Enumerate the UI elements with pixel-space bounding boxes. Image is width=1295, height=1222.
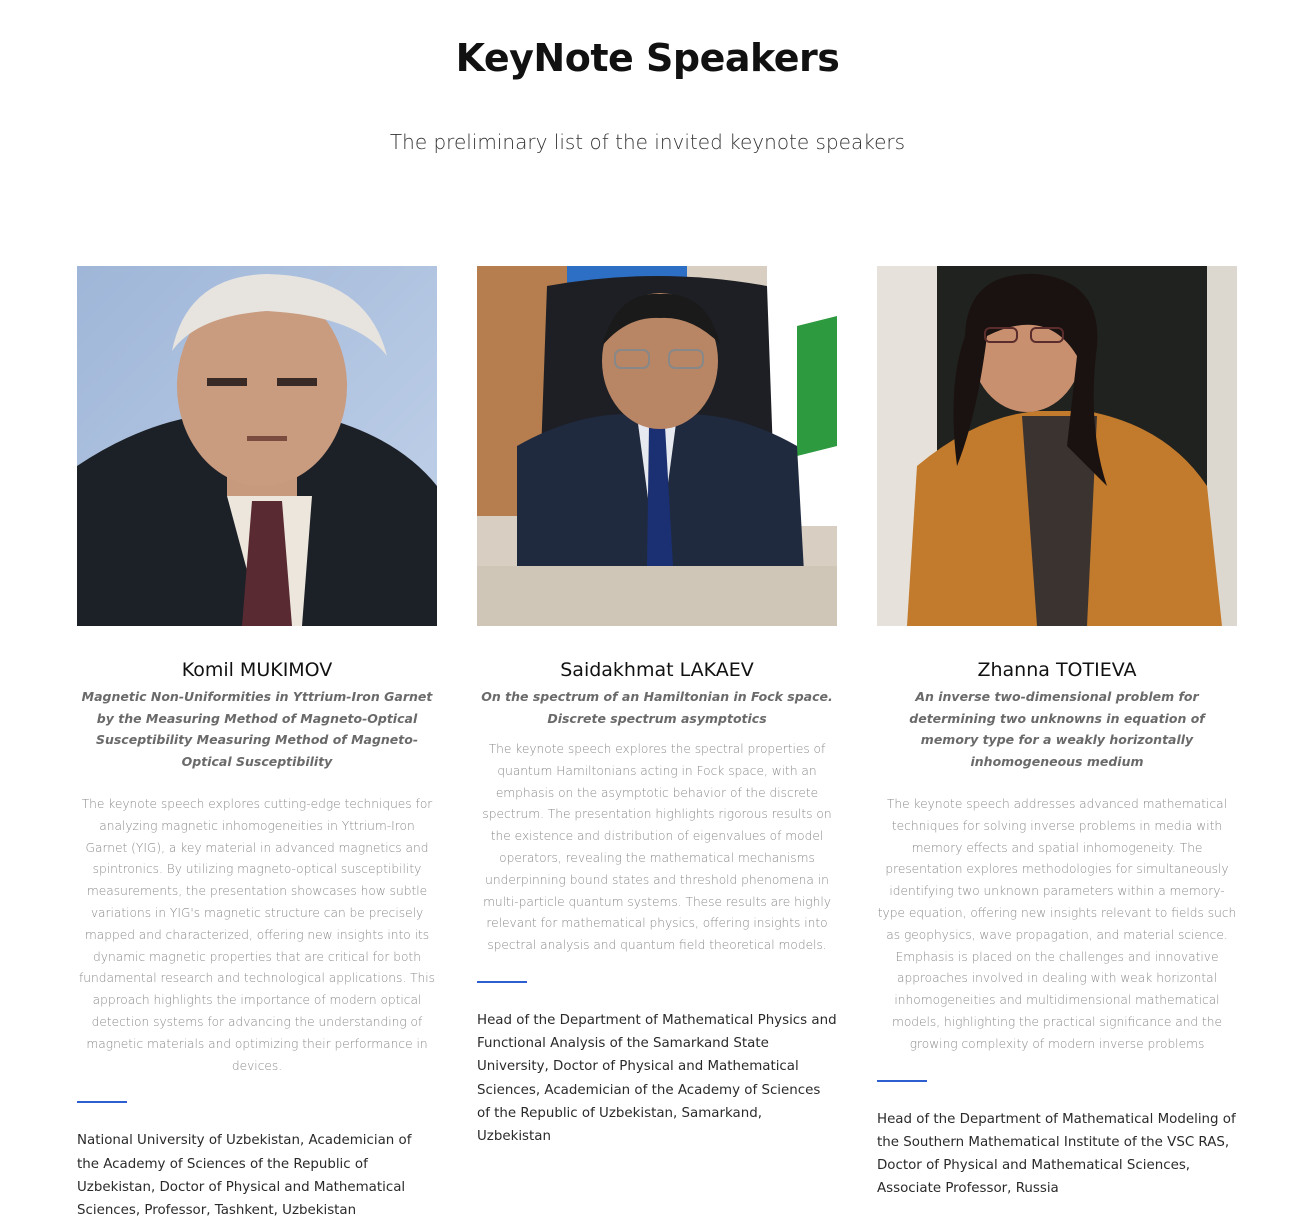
- speaker-name: Zhanna TOTIEVA: [977, 659, 1137, 681]
- accent-divider: [77, 1101, 127, 1103]
- talk-abstract: The keynote speech explores cutting-edge techniques for analyzing magnetic inhomogeneities in Yttrium-Iron Garnet (YIG), a key material in advanced magnetics and spintronics. By utilizing magneto-optical susceptibility measurements, the presentation showcases how subtle variations in YIG's magnetic structure can be precisely mapped and characterized, offering new insights into its dynamic magnetic properties that are critical for both fundamental research and technological applications. This approach highlights the importance of modern optical detection systems for advancing the understanding of magnetic materials and optimizing their performance in devices.: [78, 797, 436, 1073]
- page-title: KeyNote Speakers: [455, 36, 840, 80]
- speaker-card: [77, 266, 437, 1222]
- speaker-photo: [77, 266, 437, 626]
- speaker-affiliation: Head of the Department of Mathematical Modeling of the Southern Mathematical Institute of the VSC RAS, Doctor of Physical and Mathematical Sciences, Associate Professor, Russia: [877, 1111, 1236, 1197]
- talk-abstract: The keynote speech explores the spectral properties of quantum Hamiltonians acting in Fock space, with an emphasis on the asymptotic behavior of the discrete spectrum. The presentation highlights rigorous results on the existence and distribution of eigenvalues of model operators, revealing the mathematical mechanisms underpinning bound states and threshold phenomena in multi-particle quantum systems. These results are highly relevant for mathematical physics, offering insights into spectral analysis and quantum field theoretical models.: [482, 742, 832, 953]
- speaker-name: Komil MUKIMOV: [181, 659, 333, 681]
- talk-title: On the spectrum of an Hamiltonian in Fock space. Discrete spectrum asymptotics: [481, 689, 833, 726]
- speaker-affiliation: Head of the Department of Mathematical Physics and Functional Analysis of the Samarkand State University, Doctor of Physical and Mathematical Sciences, Academician of the Academy of Sciences of the Republic of Uzbekistan, Samarkand, Uzbekistan: [477, 1012, 837, 1144]
- accent-divider: [877, 1080, 927, 1082]
- speaker-photo: [477, 266, 837, 626]
- page-subtitle: The preliminary list of the invited keynote speakers: [389, 130, 906, 154]
- speaker-card: [477, 266, 837, 1148]
- speaker-name: Saidakhmat LAKAEV: [560, 659, 754, 681]
- speaker-affiliation: National University of Uzbekistan, Academician of the Academy of Sciences of the Republic of Uzbekistan, Doctor of Physical and Mathematical Sciences, Professor, Tashkent, Uzbekistan: [77, 1133, 412, 1218]
- speaker-photo: [877, 266, 1237, 626]
- talk-abstract: The keynote speech addresses advanced mathematical techniques for solving inverse problems in media with memory effects and spatial inhomogeneity. The presentation explores methodologies for simultaneously identifying two unknown parameters within a memory-type equation, offering new insights relevant to fields such as geophysics, wave propagation, and material science. Emphasis is placed on the challenges and innovative approaches involved in dealing with weak horizontal inhomogeneities and multidimensional mathematical models, highlighting the practical significance and the growing complexity of modern inverse problems: [877, 797, 1237, 1051]
- talk-title: An inverse two-dimensional problem for determining two unknowns in equation of memory type for a weakly horizontally inhomogeneous medium: [909, 689, 1205, 769]
- speaker-card: [877, 266, 1237, 1200]
- accent-divider: [477, 981, 527, 983]
- talk-title: Magnetic Non-Uniformities in Yttrium-Iron Garnet by the Measuring Method of Magneto-Optical Susceptibility Measuring Method of Magneto-Optical Susceptibility: [81, 689, 433, 769]
